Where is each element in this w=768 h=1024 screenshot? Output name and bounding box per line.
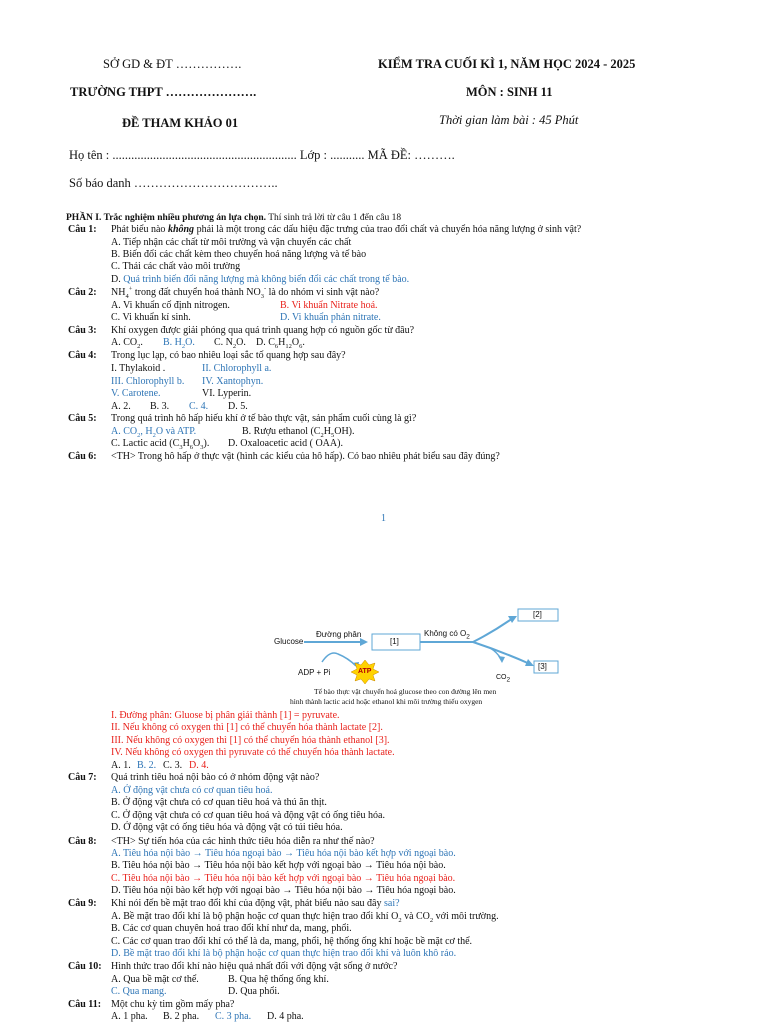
- co2-label: $CO_2$: [496, 674, 511, 684]
- option-a: A. Tiêu hóa nội bào → Tiêu hóa ngoại bào → Tiêu hóa nội bào kết hợp với ngoại bào.: [111, 848, 456, 859]
- arrow-atp: [322, 653, 356, 666]
- question-text: Phát biểu nào: [111, 224, 168, 235]
- question-text: là do nhóm vi sinh vật nào?: [266, 287, 380, 298]
- option-d: D. 5.: [228, 401, 248, 412]
- option-a: A. 2.: [111, 401, 131, 412]
- option-text: Quá trình biến đổi năng lượng mà không biến đổi các chất trong tế bào.: [123, 274, 410, 285]
- option-d: [111, 274, 409, 286]
- question-text: <TH> Sự tiến hóa của các hình thức tiêu hóa diễn ra như thế nào?: [111, 836, 375, 847]
- item-3: III. Chlorophyll b.: [111, 376, 185, 387]
- option-c: C. $N_2O$.: [214, 337, 246, 350]
- question-9: [68, 898, 400, 910]
- option-b: B. Ở động vật chưa có cơ quan tiêu hoá và thú ăn thịt.: [111, 797, 327, 808]
- option-c: C. 4.: [189, 401, 209, 412]
- question-label: Câu 7:: [68, 772, 97, 783]
- box-1-label: [1]: [390, 637, 399, 646]
- question-emphasis: không: [167, 224, 195, 235]
- option-b: B. Qua hệ thống ống khí.: [228, 974, 329, 985]
- option-d: D. 4.: [189, 760, 209, 771]
- question-text: Trong lục lạp, có bao nhiêu loại sắc tố quang hợp sau đây?: [111, 350, 346, 361]
- question-text: Một chu kỳ tim gồm mấy pha?: [111, 999, 235, 1010]
- option-d: D. $C_6H_{12}O_6$.: [256, 337, 305, 350]
- subject-label: MÔN : SINH 11: [466, 85, 553, 99]
- department-label: SỞ GD & ĐT …………….: [103, 57, 242, 71]
- option-d: D. Vi khuẩn phản nitrate.: [280, 312, 381, 323]
- question-label: Câu 3:: [68, 325, 97, 336]
- question-text: trong đất chuyển hoá thành NO: [132, 287, 261, 298]
- question-10: [68, 961, 397, 973]
- option-b: B. Vi khuẩn Nitrate hoá.: [280, 300, 378, 311]
- question-label: Câu 6:: [68, 451, 97, 462]
- question-1: [68, 224, 581, 236]
- option-letter: D.: [111, 274, 124, 285]
- adp-label: ADP + Pi: [298, 668, 331, 677]
- option-b: B. $H_2O$.: [163, 337, 195, 350]
- option-a: A. Ở động vật chưa có cơ quan tiêu hoá.: [111, 785, 273, 796]
- question-text: Khi nói đến bề mặt trao đổi khí của động vật, phát biểu nào sau đây: [111, 898, 384, 909]
- option-c: C. Thải các chất vào môi trường: [111, 261, 241, 272]
- option-c: C. 3 pha.: [215, 1011, 252, 1022]
- option-b: B. Biến đổi các chất kèm theo chuyển hoá năng lượng và tế bào: [111, 249, 367, 260]
- arrow-head: [360, 638, 368, 646]
- question-7: [68, 772, 319, 784]
- question-label: Câu 8:: [68, 836, 97, 847]
- part-title: PHẦN I. Trắc nghiệm nhiều phương án lựa chọn.: [66, 213, 267, 223]
- option-c: C. Các cơ quan trao đổi khí có thể là da, mang, phổi, hệ thống ống khí hoặc bề mặt cơ thể.: [111, 936, 473, 947]
- option-a: A. 1 pha.: [111, 1011, 148, 1022]
- option-a: A. Vi khuẩn cố định nitrogen.: [111, 300, 230, 311]
- statement-4: IV. Nếu không có oxygen thì pyruvate có thể chuyển hóa thành lactate.: [111, 747, 395, 758]
- question-label: Câu 5:: [68, 413, 97, 424]
- question-label: Câu 4:: [68, 350, 97, 361]
- item-2: II. Chlorophyll a.: [202, 363, 272, 374]
- option-a: A. Tiếp nhận các chất từ môi trường và vận chuyển các chất: [111, 237, 352, 248]
- option-c: C. 3.: [163, 760, 183, 771]
- option-d: D. Oxaloacetic acid ( OAA).: [228, 438, 343, 449]
- glycolysis-label: Đường phân: [316, 630, 362, 639]
- candidate-number-line: Số báo danh ……………………………..: [69, 176, 278, 190]
- subscript: 3: [260, 293, 264, 300]
- option-d: D. 4 pha.: [267, 1011, 304, 1022]
- option-c: C. Tiêu hóa nội bào → Tiêu hóa nội bào kết hợp với ngoại bào → Tiêu hóa ngoại bào.: [111, 873, 456, 884]
- option-b: B. 3.: [150, 401, 170, 412]
- question-label: Câu 10:: [68, 961, 102, 972]
- question-label: Câu 9:: [68, 898, 97, 909]
- item-4: IV. Xantophyn.: [202, 376, 264, 387]
- statement-1: I. Đường phân: Gluose bị phân giải thành [1] = pyruvate.: [111, 710, 340, 721]
- option-d: D. Ở động vật có ống tiêu hóa và động vật có túi tiêu hóa.: [111, 822, 343, 833]
- option-c: C. Qua mang.: [111, 986, 167, 997]
- part-heading: [66, 212, 401, 224]
- option-d: D. Bề mặt trao đổi khí là bộ phận hoặc cơ quan thực hiện trao đổi khí và luôn khô ráo.: [111, 948, 457, 959]
- option-c: C. Vi khuẩn kí sinh.: [111, 312, 191, 323]
- option-a: A. $CO_2$, $H_2O$ và ATP.: [111, 426, 197, 439]
- option-a: A. $CO_2$.: [111, 337, 143, 350]
- question-2: [68, 287, 379, 299]
- question-text: Khí oxygen được giải phóng qua quá trình quang hợp có nguồn gốc từ đâu?: [111, 325, 415, 336]
- option-a: A. Qua bề mặt cơ thể.: [111, 974, 199, 985]
- subscript: 4: [125, 293, 129, 300]
- exam-code-title: ĐỀ THAM KHẢO 01: [122, 116, 239, 130]
- question-label: Câu 1:: [68, 224, 97, 235]
- arrow-branch-2: [473, 618, 513, 642]
- question-text: NH: [111, 287, 126, 298]
- question-5: [68, 413, 416, 425]
- item-1: I. Thylakoid .: [111, 363, 166, 374]
- option-a: A. 1.: [111, 760, 131, 771]
- option-b: B. Rượu ethanol $(C_2H_5OH)$.: [242, 426, 355, 439]
- option-c: C. Ở động vật chưa có cơ quan tiêu hoá và động vật có ống tiêu hóa.: [111, 810, 385, 821]
- arrow-head: [498, 656, 505, 663]
- option-d: D. Qua phổi.: [228, 986, 280, 997]
- question-8: [68, 836, 375, 848]
- student-name-line: Họ tên : ........................................................... Lớp : ........... MÃ ĐỀ: ……….: [69, 148, 455, 162]
- question-6: [68, 451, 500, 463]
- option-b: B. 2 pha.: [163, 1011, 200, 1022]
- diagram-caption-1: Tế bào thực vật chuyển hoá glucose theo con đường lên men: [314, 687, 497, 696]
- superscript: -: [263, 285, 267, 293]
- question-text: <TH> Trong hô hấp ở thực vật (hình các kiểu của hô hấp). Có bao nhiêu phát biểu sau đây đúng?: [111, 451, 500, 462]
- question-emphasis: sai?: [384, 898, 400, 909]
- page-number: 1: [381, 513, 386, 524]
- duration-label: Thời gian làm bài : 45 Phút: [439, 113, 579, 127]
- no-oxygen-label: Không có $O_2$: [424, 629, 470, 641]
- question-text: phải là một trong các dấu hiệu đặc trưng của trao đổi chất và chuyển hóa năng lượng ở sinh vật?: [194, 224, 582, 235]
- option-d: D. Tiêu hóa nội bào kết hợp với ngoại bào → Tiêu hóa nội bào → Tiêu hóa ngoại bào.: [111, 885, 456, 896]
- school-label: TRƯỜNG THPT ………………….: [70, 85, 257, 99]
- box-3-label: [3]: [538, 662, 547, 671]
- item-6: VI. Lyperin.: [202, 388, 252, 399]
- question-label: Câu 2:: [68, 287, 97, 298]
- exam-title: KIỂM TRA CUỐI KÌ 1, NĂM HỌC 2024 - 2025: [378, 57, 636, 71]
- question-text: Hình thức trao đổi khí nào hiệu quả nhất đối với động vật sống ở nước?: [111, 961, 398, 972]
- respiration-diagram: [268, 604, 568, 708]
- question-4: [68, 350, 346, 362]
- box-2-label: [2]: [533, 610, 542, 619]
- atp-label: ATP: [358, 668, 372, 675]
- statement-3: III. Nếu không có oxygen thì [1] có thể chuyển hóa thành ethanol [3].: [111, 735, 390, 746]
- option-a: A. Bề mặt trao đổi khí là bộ phận hoặc cơ quan thực hiện trao đổi khí $O_2$ và $CO_2$ với môi trường.: [111, 911, 499, 924]
- question-11: [68, 999, 234, 1011]
- option-c: C. Lactic acid $(C_3H_6O_3)$.: [111, 438, 210, 451]
- question-text: Quá trình tiêu hoá nội bào có ở nhóm động vật nào?: [111, 772, 320, 783]
- question-label: Câu 11:: [68, 999, 102, 1010]
- question-3: [68, 325, 414, 337]
- option-b: B. Tiêu hóa nội bào → Tiêu hóa nội bào kết hợp với ngoại bào → Tiêu hóa nội bào.: [111, 860, 446, 871]
- superscript: +: [128, 285, 133, 293]
- diagram-caption-2: hình thành lactic acid hoặc ethanol khi môi trường thiếu oxygen: [290, 697, 483, 706]
- option-b: B. 2.: [137, 760, 157, 771]
- part-instruction: Thí sinh trả lời từ câu 1 đến câu 18: [266, 213, 402, 223]
- glucose-label: Glucose: [274, 637, 304, 646]
- item-5: V. Carotene.: [111, 388, 161, 399]
- question-text: Trong quá trình hô hấp hiếu khí ở tế bào thực vật, sản phẩm cuối cùng là gì?: [111, 413, 417, 424]
- statement-2: II. Nếu không có oxygen thì [1] có thể chuyển hóa thành lactate [2].: [111, 722, 383, 733]
- option-b: B. Các cơ quan chuyên hoá trao đổi khí như da, mang, phổi.: [111, 923, 352, 934]
